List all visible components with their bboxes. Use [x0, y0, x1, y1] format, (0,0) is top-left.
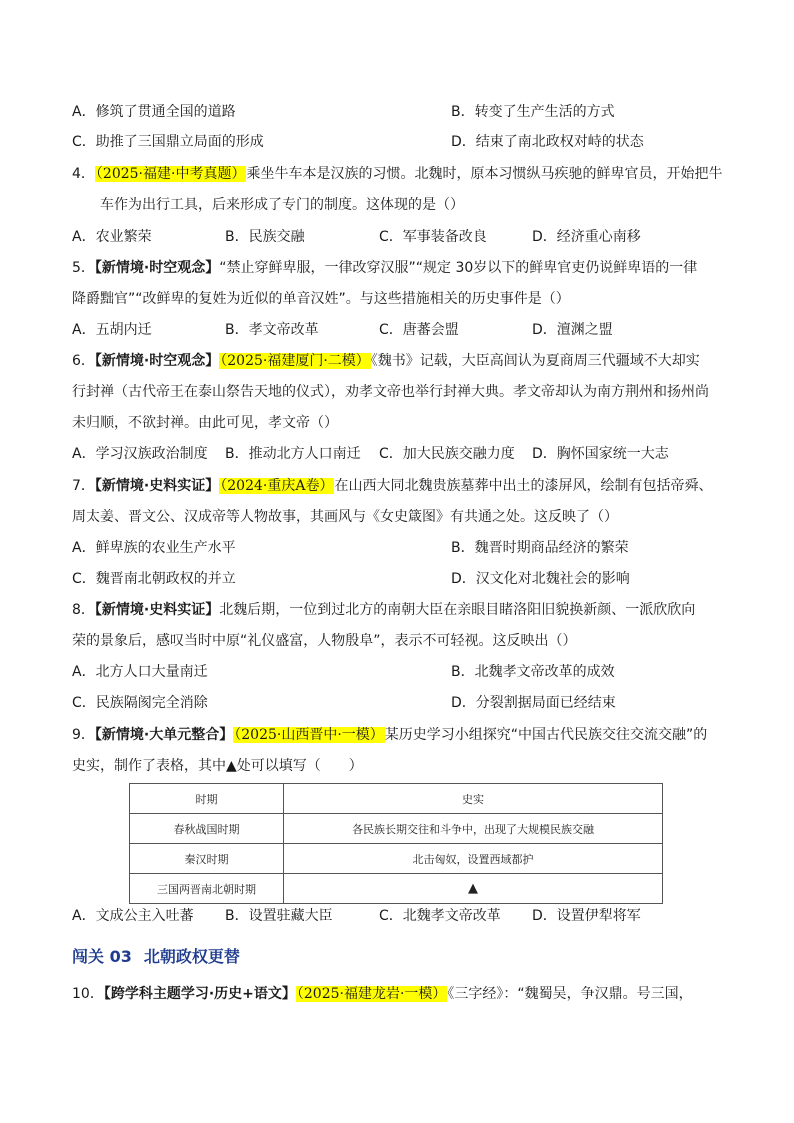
- q5-tag: 【新情境·时空观念】: [94, 260, 220, 276]
- table-cell-period: 秦汉时期: [130, 844, 284, 874]
- q4-options: [72, 227, 641, 247]
- q6-option-a: A．学习汉族政治制度: [72, 446, 208, 462]
- q4-option-d: D．经济重心南移: [532, 229, 641, 245]
- q7-stem-text1: 在山西大同北魏贵族墓葬中出土的漆屏风，绘制有包括帝舜、: [334, 478, 713, 494]
- table-cell-period: 三国两晋南北朝时期: [130, 874, 284, 904]
- q10-tag: 【跨学科主题学习·历史+语文】: [103, 986, 296, 1002]
- q6-stem-line2: 行封禅（古代帝王在泰山祭告天地的仪式），劝孝文帝也举行封禅大典。孝文帝却认为南方荆州和扬州尚: [72, 384, 709, 400]
- q7-stem-line2: 周太姜、晋文公、汉成帝等人物故事，其画风与《女史箴图》有共通之处。这反映了（）: [72, 509, 618, 525]
- q8-option-b: B．北魏孝文帝改革的成效: [451, 664, 615, 680]
- q8-options-row2: [72, 693, 616, 713]
- q6-stem-line1: [72, 351, 700, 371]
- q4-option-c: C．军事装备改良: [379, 229, 487, 245]
- q9-number: 9．: [72, 727, 95, 743]
- q4-stem-text1: 乘坐牛车本是汉族的习惯。北魏时，原本习惯纵马疾驰的鲜卑官员，开始把牛: [246, 166, 723, 182]
- q6-tag: 【新情境·时空观念】: [94, 353, 220, 369]
- q5-option-a: A．五胡内迁: [72, 322, 152, 338]
- q4-source-tag: （2025·福建·中考真题）: [95, 166, 246, 182]
- table-row: [130, 844, 663, 874]
- q4-stem-line1: [72, 164, 722, 184]
- section-title: 北朝政权更替: [143, 947, 240, 966]
- q8-stem-text1: 北魏后期，一位到过北方的南朝大臣在亲眼目睹洛阳旧貌换新颜、一派欣欣向: [219, 602, 696, 618]
- q9-option-a: A．文成公主入吐蕃: [72, 908, 194, 924]
- q6-stem-text1: 《魏书》记载，大臣高闾认为夏商周三代疆域不大却实: [370, 353, 700, 369]
- q7-option-c: C．魏晋南北朝政权的并立: [72, 571, 236, 587]
- table-cell-fact: 各民族长期交往和斗争中，出现了大规模民族交融: [284, 814, 663, 844]
- q5-number: 5．: [72, 260, 95, 276]
- table-header-period: 时期: [130, 784, 284, 814]
- q6-number: 6．: [72, 353, 95, 369]
- q4-number: 4．: [72, 166, 95, 182]
- q8-number: 8．: [72, 602, 95, 618]
- q6-source-tag: （2025·福建厦门·二模）: [220, 353, 370, 369]
- q4-option-a: A．农业繁荣: [72, 229, 152, 245]
- q3-options-row1: [72, 102, 615, 122]
- table-row: [130, 874, 663, 904]
- q9-option-b: B．设置驻藏大臣: [225, 908, 333, 924]
- q9-stem-line1: [72, 725, 707, 745]
- q9-table: [129, 783, 663, 904]
- section-number: 闯关 03: [72, 947, 132, 966]
- q6-option-c: C．加大民族交融力度: [379, 446, 515, 462]
- q8-option-a: A．北方人口大量南迁: [72, 664, 208, 680]
- q3-option-b: B．转变了生产生活的方式: [451, 104, 615, 120]
- q8-stem-line1: [72, 600, 695, 620]
- q7-option-a: A．鲜卑族的农业生产水平: [72, 540, 236, 556]
- q10-stem-line1: [72, 984, 693, 1004]
- section-heading: [72, 944, 240, 967]
- q7-tag: 【新情境·史料实证】: [94, 478, 220, 494]
- q9-options: [72, 906, 641, 926]
- q9-option-d: D．设置伊犁将军: [532, 908, 641, 924]
- q8-tag: 【新情境·史料实证】: [94, 602, 220, 618]
- q6-stem-line3: 未归顺，不欲封禅。由此可见，孝文帝（）: [72, 415, 338, 431]
- q4-option-b: B．民族交融: [225, 229, 305, 245]
- q5-stem-line2: 降爵黜官”“改鲜卑的复姓为近似的单音汉姓”。与这些措施相关的历史事件是（）: [72, 291, 570, 307]
- q6-option-d: D．胸怀国家统一大志: [532, 446, 669, 462]
- q7-stem-line1: [72, 476, 712, 496]
- q9-stem-text1: 某历史学习小组探究“中国古代民族交往交流交融”的: [384, 727, 708, 743]
- table-header-row: [130, 784, 663, 814]
- q5-options: [72, 320, 613, 340]
- q5-option-d: D．澶渊之盟: [532, 322, 613, 338]
- q10-number: 10．: [72, 986, 104, 1002]
- table-cell-period: 春秋战国时期: [130, 814, 284, 844]
- q7-option-d: D．汉文化对北魏社会的影响: [451, 571, 630, 587]
- q4-stem-line2: 车作为出行工具，后来形成了专门的制度。这体现的是（）: [100, 197, 464, 213]
- q5-option-c: C．唐蕃会盟: [379, 322, 459, 338]
- q3-options-row2: [72, 132, 644, 152]
- q8-option-d: D．分裂割据局面已经结束: [451, 695, 616, 711]
- q5-stem-line1: [72, 258, 697, 278]
- q5-stem-text1: “禁止穿鲜卑服，一律改穿汉服”“规定 30岁以下的鲜卑官吏仍说鲜卑语的一律: [219, 260, 698, 276]
- table-header-fact: 史实: [284, 784, 663, 814]
- q7-options-row1: [72, 538, 629, 558]
- q7-option-b: B．魏晋时期商品经济的繁荣: [451, 540, 629, 556]
- q10-stem-text1: 《三字经》：“魏蜀吴，争汉鼎。号三国，: [447, 986, 693, 1002]
- q9-tag: 【新情境·大单元整合】: [94, 727, 234, 743]
- q3-option-a: A．修筑了贯通全国的道路: [72, 104, 236, 120]
- q7-options-row2: [72, 569, 630, 589]
- q3-option-c: C．助推了三国鼎立局面的形成: [72, 134, 264, 150]
- q8-option-c: C．民族隔阂完全消除: [72, 695, 208, 711]
- q9-source-tag: （2025·山西晋中·一模）: [234, 727, 384, 743]
- q8-stem-line2: 荣的景象后，感叹当时中原“礼仪盛富，人物殷阜”，表示不可轻视。这反映出（）: [72, 633, 577, 649]
- q9-stem-line2: 史实，制作了表格，其中▲处可以填写（ ）: [72, 758, 363, 774]
- q7-number: 7．: [72, 478, 95, 494]
- table-cell-fact: 北击匈奴，设置西域都护: [284, 844, 663, 874]
- q6-option-b: B．推动北方人口南迁: [225, 446, 361, 462]
- table-cell-fact: ▲: [284, 874, 663, 904]
- table-row: [130, 814, 663, 844]
- q10-source-tag: （2025·福建龙岩·一模）: [296, 986, 447, 1002]
- q8-options-row1: [72, 662, 615, 682]
- q7-source-tag: （2024·重庆A卷）: [220, 478, 334, 494]
- q5-option-b: B．孝文帝改革: [225, 322, 319, 338]
- q3-option-d: D．结束了南北政权对峙的状态: [451, 134, 644, 150]
- q9-option-c: C．北魏孝文帝改革: [379, 908, 501, 924]
- q6-options: [72, 444, 669, 464]
